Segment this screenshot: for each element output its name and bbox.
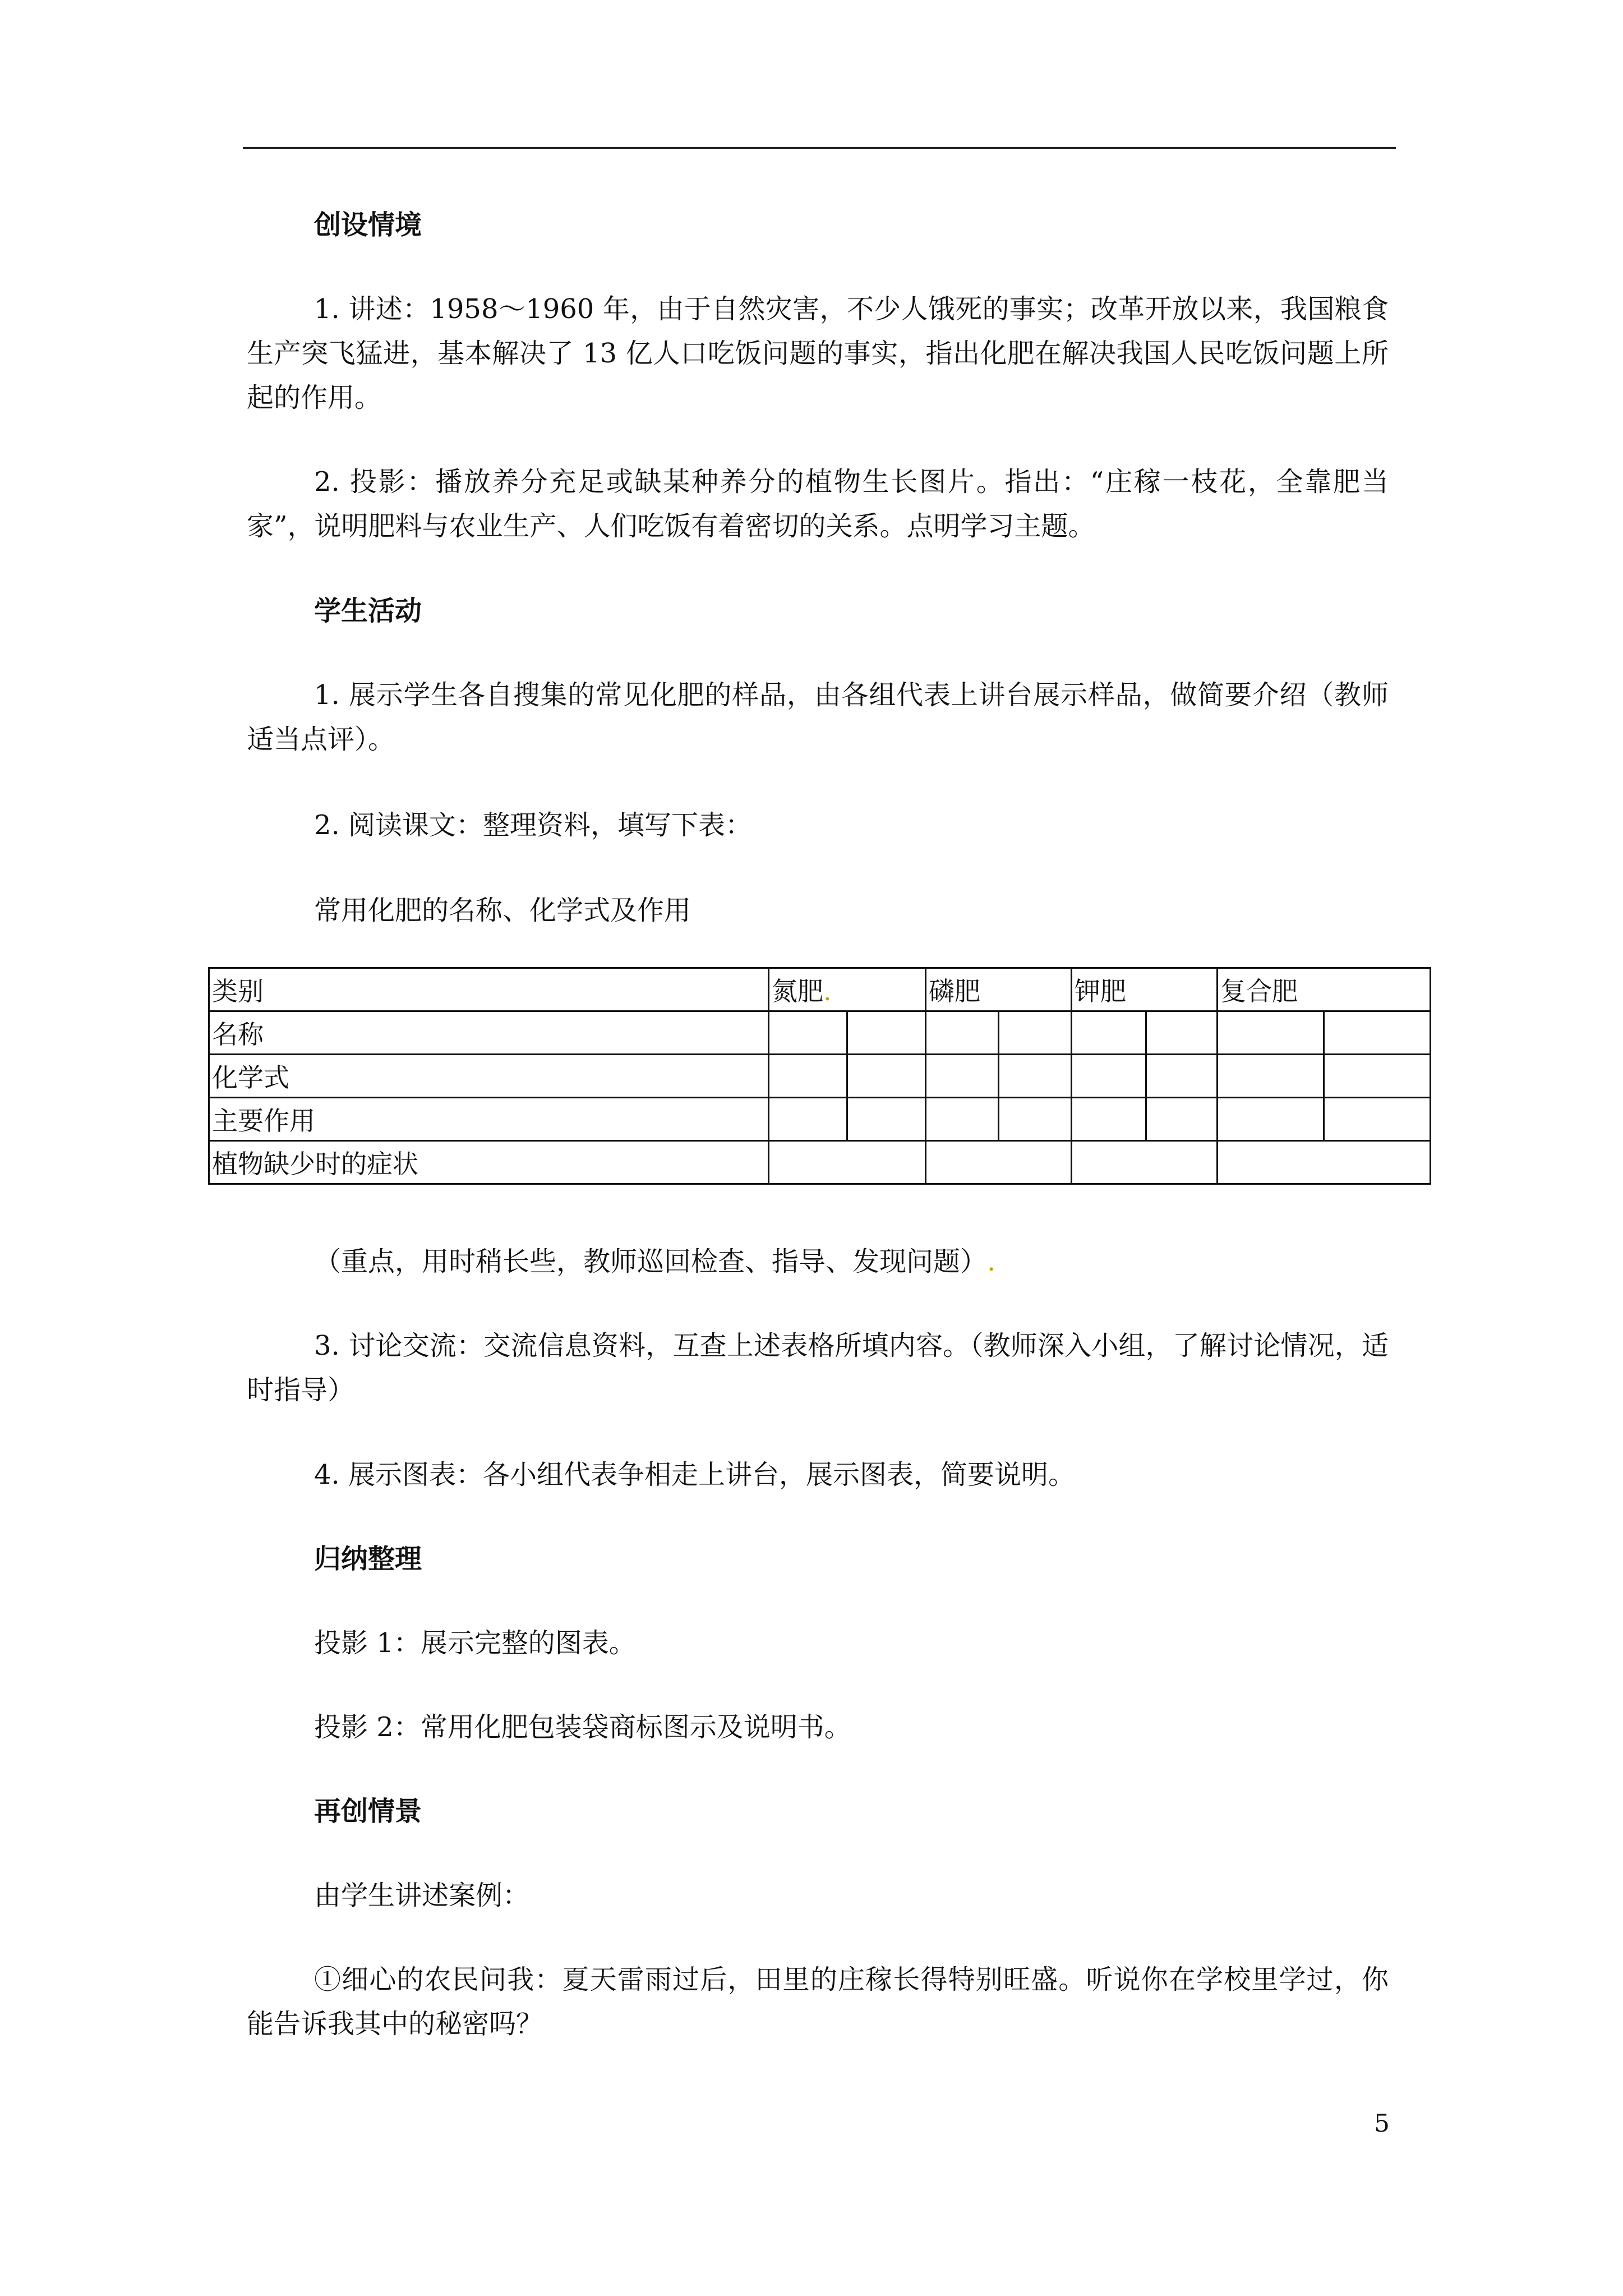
empty-cell[interactable] xyxy=(926,1098,999,1141)
empty-cell[interactable] xyxy=(1324,1011,1431,1055)
paragraph-case-1: ①细心的农民问我：夏天雷雨过后，田里的庄稼长得特别旺盛。听说你在学校里学过，你能告诉我其中的秘密吗？ xyxy=(247,1964,1389,2040)
paragraph-projection-1: 投影 1：展示完整的图表。 xyxy=(314,1627,636,1659)
table-row xyxy=(209,1055,1431,1098)
empty-cell[interactable] xyxy=(769,1141,926,1184)
empty-cell[interactable] xyxy=(1072,1098,1146,1141)
empty-cell[interactable] xyxy=(926,1141,1072,1184)
row-label-name: 名称 xyxy=(209,1011,769,1055)
empty-cell[interactable] xyxy=(926,1011,999,1055)
header-rule xyxy=(243,147,1396,149)
heading-student-activity: 学生活动 xyxy=(314,595,422,627)
header-cell-category: 类别 xyxy=(209,968,769,1011)
table-row xyxy=(209,1141,1431,1184)
page-number: 5 xyxy=(1374,2109,1390,2138)
paragraph-projection: 2. 投影：播放养分充足或缺某种养分的植物生长图片。指出：“庄稼一枝花，全靠肥当家”，说明肥料与农业生产、人们吃饭有着密切的关系。点明学习主题。 xyxy=(247,466,1389,542)
empty-cell[interactable] xyxy=(999,1098,1072,1141)
row-label-main-function: 主要作用 xyxy=(209,1098,769,1141)
empty-cell[interactable] xyxy=(999,1055,1072,1098)
header-cell-potash: 钾肥 xyxy=(1072,968,1218,1011)
empty-cell[interactable] xyxy=(847,1011,926,1055)
empty-cell[interactable] xyxy=(1218,1055,1324,1098)
empty-cell[interactable] xyxy=(769,1098,847,1141)
table-row xyxy=(209,1011,1431,1055)
empty-cell[interactable] xyxy=(1072,1011,1146,1055)
paragraph-projection-2: 投影 2：常用化肥包装袋商标图示及说明书。 xyxy=(314,1711,851,1743)
empty-cell[interactable] xyxy=(926,1055,999,1098)
fertilizer-table xyxy=(208,967,1431,1185)
paragraph-show-samples: 1. 展示学生各自搜集的常见化肥的样品，由各组代表上讲台展示样品，做简要介绍（教师适当点评）。 xyxy=(247,679,1389,755)
table-caption: 常用化肥的名称、化学式及作用 xyxy=(314,895,691,926)
empty-cell[interactable] xyxy=(999,1011,1072,1055)
paragraph-read-text: 2. 阅读课文：整理资料，填写下表： xyxy=(314,809,753,841)
empty-cell[interactable] xyxy=(1324,1055,1431,1098)
table-header-row xyxy=(209,968,1431,1011)
empty-cell[interactable] xyxy=(1218,1098,1324,1141)
empty-cell[interactable] xyxy=(1324,1098,1431,1141)
heading-create-situation: 创设情境 xyxy=(314,209,422,241)
row-label-deficiency-symptoms: 植物缺少时的症状 xyxy=(209,1141,769,1184)
header-cell-compound: 复合肥 xyxy=(1218,968,1431,1011)
table-row xyxy=(209,1098,1431,1141)
paragraph-show-chart: 4. 展示图表：各小组代表争相走上讲台，展示图表，简要说明。 xyxy=(314,1459,1076,1490)
heading-recreate-scene: 再创情景 xyxy=(314,1796,422,1827)
empty-cell[interactable] xyxy=(1072,1055,1146,1098)
note-key-point: （重点，用时稍长些，教师巡回检查、指导、发现问题）. xyxy=(314,1246,996,1277)
paragraph-case-intro: 由学生讲述案例： xyxy=(314,1880,530,1911)
empty-cell[interactable] xyxy=(1072,1141,1218,1184)
empty-cell[interactable] xyxy=(847,1055,926,1098)
header-cell-nitrogen: 氮肥. xyxy=(769,968,926,1011)
empty-cell[interactable] xyxy=(1218,1011,1324,1055)
empty-cell[interactable] xyxy=(769,1055,847,1098)
empty-cell[interactable] xyxy=(1218,1141,1431,1184)
empty-cell[interactable] xyxy=(1146,1011,1218,1055)
heading-summary: 归纳整理 xyxy=(314,1543,422,1575)
empty-cell[interactable] xyxy=(1146,1055,1218,1098)
row-label-formula: 化学式 xyxy=(209,1055,769,1098)
empty-cell[interactable] xyxy=(1146,1098,1218,1141)
paragraph-narration: 1. 讲述：1958～1960 年，由于自然灾害，不少人饿死的事实；改革开放以来，我国粮食生产突飞猛进，基本解决了 13 亿人口吃饭问题的事实，指出化肥在解决我国人民吃饭问题上所起的作用。 xyxy=(247,293,1389,413)
header-cell-phosphate: 磷肥 xyxy=(926,968,1072,1011)
empty-cell[interactable] xyxy=(847,1098,926,1141)
paragraph-discussion: 3. 讨论交流：交流信息资料，互查上述表格所填内容。（教师深入小组，了解讨论情况，适时指导） xyxy=(247,1330,1389,1406)
empty-cell[interactable] xyxy=(769,1011,847,1055)
